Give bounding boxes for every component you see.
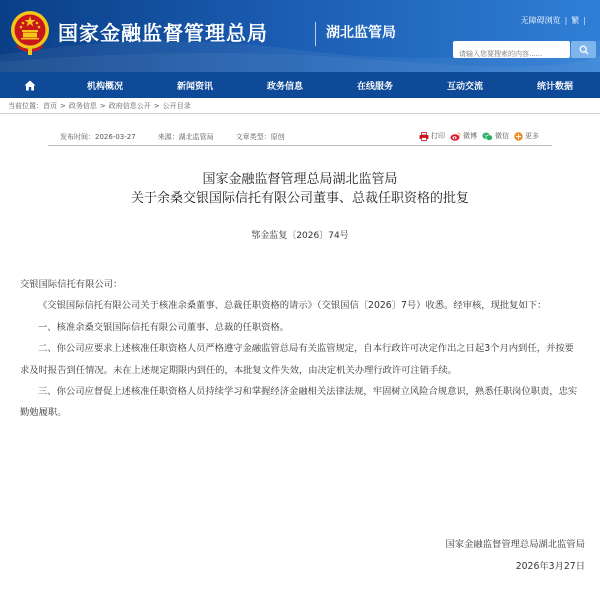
header-divider: [315, 22, 316, 46]
national-emblem-icon: [8, 8, 52, 56]
meta-divider: [48, 145, 552, 146]
addressee: 交银国际信托有限公司：: [20, 279, 123, 290]
publish-date: 发布时间：2026-03-27: [60, 133, 136, 141]
breadcrumb-label: 当前位置：: [8, 102, 43, 110]
breadcrumb-home[interactable]: 首页: [43, 102, 57, 110]
traditional-chinese-link[interactable]: 繁: [571, 16, 580, 25]
nav-item-online-services[interactable]: 在线服务: [356, 81, 393, 92]
nav-item-about[interactable]: 机构概况: [86, 81, 123, 92]
document-title-line2: 关于余桑交银国际信托有限公司董事、总裁任职资格的批复: [130, 191, 469, 206]
weibo-icon: [450, 132, 461, 141]
nav-item-statistics[interactable]: 统计数据: [536, 81, 573, 92]
weibo-label: 微博: [463, 132, 477, 140]
document-title-line1: 国家金融监督管理总局湖北监管局: [202, 172, 398, 187]
body-paragraph: 三、你公司应督促上述核准任职资格人员持续学习和掌握经济金融相关法律法规，牢固树立风险合规意识，熟悉任职岗位职责，忠实勤勉履职。: [20, 386, 578, 419]
breadcrumb-info-disclosure[interactable]: 政府信息公开: [108, 102, 151, 110]
wechat-label: 微信: [495, 132, 509, 140]
more-label: 更多: [525, 132, 539, 140]
breadcrumb-divider: [0, 113, 600, 114]
document-number: 鄂金监复〔2026〕74号: [251, 231, 349, 241]
printer-icon: [419, 132, 429, 141]
article-meta: [60, 132, 307, 142]
plus-icon: [514, 132, 523, 141]
org-name[interactable]: 国家金融监督管理总局: [58, 21, 268, 45]
link-separator: |: [583, 16, 586, 25]
home-icon: [24, 80, 36, 91]
article-source: 来源：湖北监管局: [157, 133, 214, 141]
print-label: 打印: [431, 132, 445, 140]
breadcrumb-government-info[interactable]: 政务信息: [68, 102, 97, 110]
body-paragraph: 《交银国际信托有限公司关于核准余桑董事、总裁任职资格的请示》（交银国信〔2026〕7号）收悉。经审核，现批复如下：: [38, 300, 547, 312]
search-button[interactable]: [571, 41, 596, 58]
share-bar: [419, 131, 544, 141]
nav-item-interaction[interactable]: 互动交流: [446, 81, 483, 92]
breadcrumb-catalog[interactable]: 公开目录: [162, 102, 191, 110]
search-input[interactable]: [453, 46, 570, 63]
print-button[interactable]: [419, 131, 445, 141]
site-header: [0, 0, 600, 72]
breadcrumb: 当前位置：首页 > 政务信息 > 政府信息公开 > 公开目录: [8, 102, 191, 110]
article-type: 文章类型：原创: [235, 133, 285, 141]
link-separator: |: [564, 16, 568, 25]
top-links: [521, 15, 590, 26]
share-weibo-button[interactable]: [450, 131, 477, 141]
main-nav: [0, 72, 600, 98]
share-more-button[interactable]: [514, 131, 539, 141]
nav-home[interactable]: [0, 72, 60, 98]
search-icon: [579, 45, 589, 55]
share-wechat-button[interactable]: [482, 131, 509, 141]
branch-name[interactable]: 湖北监管局: [326, 25, 396, 41]
document-body: [20, 274, 580, 424]
nav-item-news[interactable]: 新闻资讯: [176, 81, 213, 92]
nav-item-government-info[interactable]: 政务信息: [266, 81, 303, 92]
search-box: [453, 41, 570, 58]
signature-date: 2026年3月27日: [515, 561, 585, 572]
signature: 国家金融监督管理总局湖北监管局: [445, 539, 585, 550]
body-paragraph: 二、你公司应要求上述核准任职资格人员严格遵守金融监管总局有关监管规定，自本行政许可决定作出之日起3个月内到任，并按要求及时报告到任情况。未在上述规定期限内到任的，本批复文件失效，由决定机关办理行政许可注销手续。: [20, 343, 574, 376]
accessibility-link[interactable]: 无障碍浏览: [520, 16, 561, 25]
body-paragraph: 一、核准余桑交银国际信托有限公司董事、总裁的任职资格。: [38, 321, 290, 333]
wechat-icon: [482, 132, 493, 141]
